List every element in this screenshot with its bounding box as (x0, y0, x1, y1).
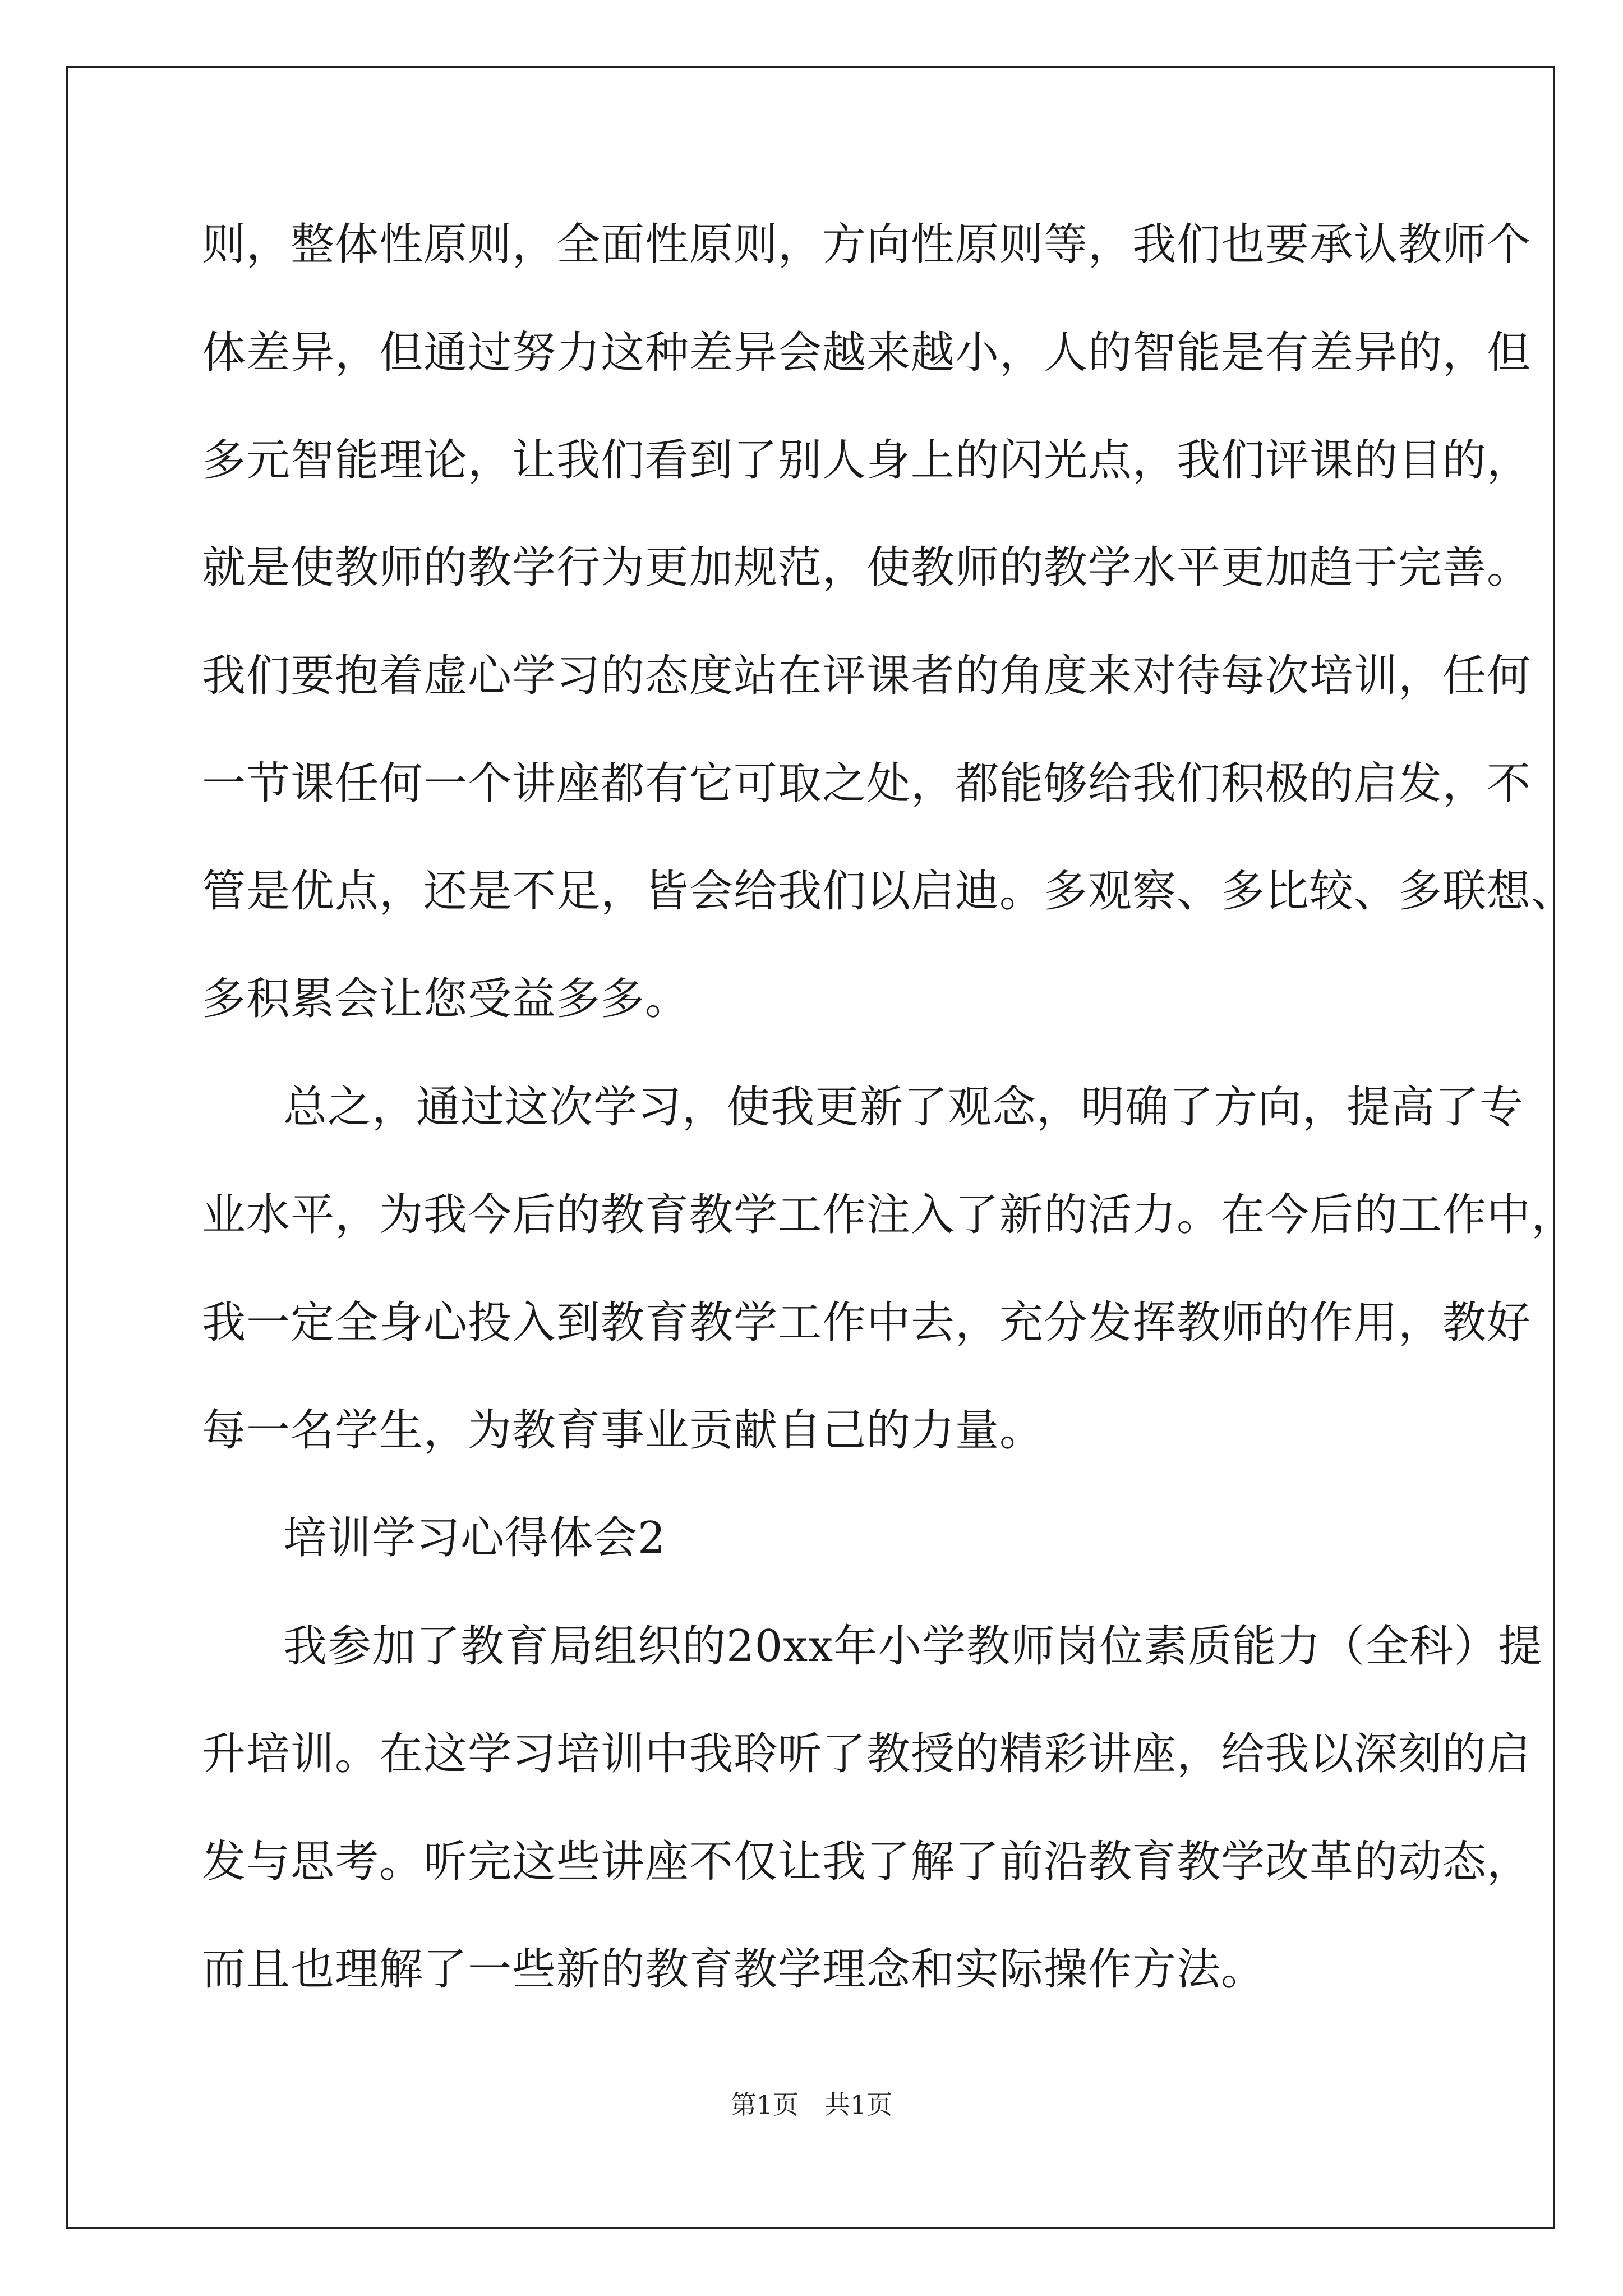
paragraph-start-line: 总之，通过这次学习，使我更新了观念，明确了方向，提高了专 (283, 1082, 1524, 1133)
page-border (66, 66, 1576, 2229)
text-line: 就是使教师的教学行为更加规范，使教师的教学水平更加趋于完善。 (202, 542, 1532, 593)
text-line: 业水平，为我今后的教育教学工作注入了新的活力。在今后的工作中， (202, 1190, 1576, 1240)
text-line: 我一定全身心投入到教育教学工作中去，充分发挥教师的作用，教好 (202, 1297, 1532, 1348)
text-line: 而且也理解了一些新的教育教学理念和实际操作方法。 (202, 1944, 1266, 1995)
text-line: 发与思考。听完这些讲座不仅让我了解了前沿教育教学改革的动态， (202, 1837, 1532, 1887)
text-line: 管是优点，还是不足，皆会给我们以启迪。多观察、多比较、多联想、 (202, 866, 1576, 917)
text-line: 则，整体性原则，全面性原则，方向性原则等，我们也要承认教师个 (202, 219, 1532, 270)
text-line: 多元智能理论，让我们看到了别人身上的闪光点，我们评课的目的， (202, 435, 1532, 486)
text-line: 我们要抱着虚心学习的态度站在评课者的角度来对待每次培训，任何 (202, 651, 1532, 701)
text-line: 多积累会让您受益多多。 (202, 974, 690, 1024)
text-line: 每一名学生，为教育事业贡献自己的力量。 (202, 1405, 1044, 1456)
text-line: 体差异，但通过努力这种差异会越来越小，人的智能是有差异的，但 (202, 328, 1532, 378)
paragraph-start-line: 我参加了教育局组织的20xx年小学教师岗位素质能力（全科）提 (283, 1621, 1543, 1672)
text-line: 升培训。在这学习培训中我聆听了教授的精彩讲座，给我以深刻的启 (202, 1729, 1532, 1779)
section-heading: 培训学习心得体会2 (283, 1513, 666, 1563)
text-line: 一节课任何一个讲座都有它可取之处，都能够给我们积极的启发，不 (202, 758, 1532, 809)
page-footer: 第1页 共1页 (730, 2090, 893, 2120)
